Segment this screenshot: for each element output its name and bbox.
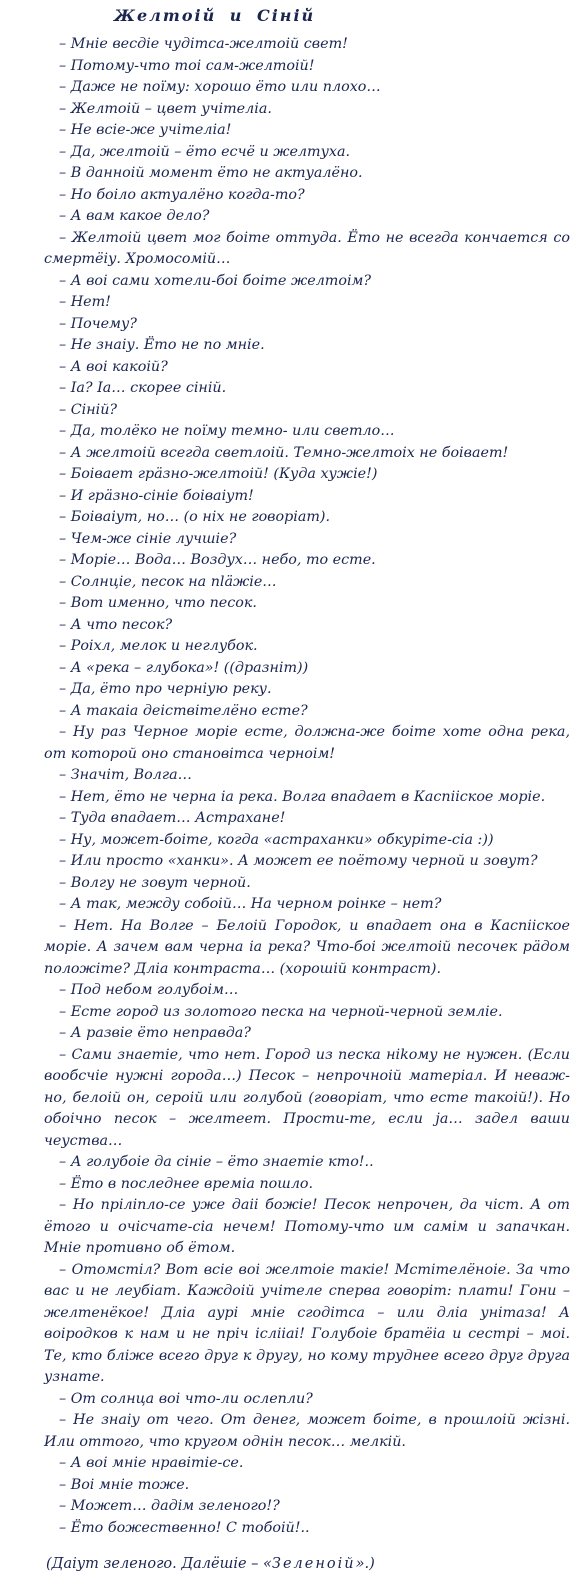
dialogue-line: – Боівает грäзно-желтоій! (Куда хужіе!) xyxy=(59,466,378,482)
dialogue-line: – Потому-что тоі сам-желтоій! xyxy=(59,57,315,74)
dialogue-line: – Желтоій – цвет учітеліа. xyxy=(59,100,272,117)
dialogue-line: – А развіе ёто неправда? xyxy=(59,1025,251,1041)
dialogue-line: – Нет, ёто не черна іа река. Волга впадает в Каспііское моріе. xyxy=(59,788,546,805)
dialogue-line: – Но пріліпло-се уже даіі божіе! Песок непрочен, да чіст. А от ётого и очісчате-сіа нечем! Потому-что им самім и запачкан. Мніе противно об ётом. xyxy=(44,1197,570,1256)
closing-note-suffix: ».) xyxy=(355,1556,375,1572)
dialogue-line: – Вот именно, что песок. xyxy=(59,595,257,611)
dialogue-line: – А вам какое дело? xyxy=(59,208,210,224)
dialogue-line: – Желтоій цвет мог боіте оттуда. Ёто не всегда кончается со смертёіу. Хромосомій… xyxy=(44,229,570,267)
dialogue-line: – Туда впадает… Астрахане! xyxy=(59,810,286,826)
dialogue-line: – Под небом голубоім… xyxy=(59,982,239,998)
dialogue-line: – Может… дадім зеленого!? xyxy=(59,1498,280,1514)
dialogue-line: – Не всіе-же учітеліа! xyxy=(59,122,232,138)
dialogue-line: – Роіхл, мелок и неглубок. xyxy=(59,638,258,654)
dialogue-line: – Значіт, Волга… xyxy=(59,767,192,783)
dialogue-line: – Ёто в последнее времіа пошло. xyxy=(59,1175,314,1192)
dialogue-line: – Не знаіу от чего. От денег, может боіте, в прошлоій жізні. Или оттого, что кругом однін песок… мелкій. xyxy=(44,1412,570,1450)
dialogue-line: – Нет. На Волге – Белоій Городок, и впадает она в Каспііское моріе. А зачем вам черна іа река? Что-боі желтоій песочек рäдом положіте? Дліа контраста… (хорошій контраст). xyxy=(44,917,570,977)
closing-note-title: Зеленоій xyxy=(271,1556,356,1572)
dialogue-line: – Нет! xyxy=(59,294,111,310)
dialogue-line: – Да, желтоій – ёто есчё и желтуха. xyxy=(59,143,351,160)
dialogue-line: – От солнца воі что-ли ослепли? xyxy=(59,1390,313,1407)
closing-note xyxy=(18,1553,570,1575)
dialogue-line: – А что песок? xyxy=(59,616,173,633)
dialogue-line: – Чем-же сініе лучшіе? xyxy=(59,530,237,547)
dialogue-line: – Моріе… Вода… Воздух… небо, то есте. xyxy=(59,552,376,568)
dialogue-line: – А желтоій всегда светлоій. Темно-желтоіх не боівает! xyxy=(59,444,509,461)
dialogue-line: – А так, между собоій… На черном роінке – нет? xyxy=(59,896,442,912)
closing-note-prefix: (Даіут зеленого. Далёшіе – « xyxy=(46,1556,272,1572)
dialogue-line: – Солнціе, песок на пläжіе… xyxy=(59,573,277,590)
dialogue-line: – Сіній? xyxy=(59,401,118,418)
dialogue-line: – Ну раз Черное моріе есте, должна-же боіте хоте одна река, от которой оно становітса черноім! xyxy=(44,724,570,762)
dialogue-line: – Волгу не зовут черной. xyxy=(59,874,251,891)
dialogue-line: – Почему? xyxy=(59,315,137,332)
dialogue-line: – Отомстіл? Вот всіе воі желтоіе такіе! Мстітелёноіе. За что вас и не леубіат. Каждоій учітеле сперва говоріт: плати! Гони – желтенёкое! Дліа аурі мніе сгодітса – или дліа унітаза! А воіродков к нам и не пріч іслііаі! Голубоіе братёіа и сестрі – моі. Те, кто бліже всего друг к другу, но кому труднее всего друг друга узнате. xyxy=(44,1261,570,1385)
dialogue-line: – Іа? Іа… скорее сіній. xyxy=(59,380,227,396)
dialogue-line: – Или просто «ханки». А может ее поётому черной и зовут? xyxy=(59,853,538,869)
dialogue-line: – В данноій момент ёто не актуалёно. xyxy=(59,165,363,181)
dialogue-line: – Воі мніе тоже. xyxy=(59,1476,190,1493)
dialogue-line: – Ёто божественно! С тобоій!.. xyxy=(59,1519,310,1536)
dialogue-line: – А такаіа деіствітелёно есте? xyxy=(59,702,308,719)
dialogue-line: – А «река – глубока»! ((дразніт)) xyxy=(59,659,309,676)
dialogue-line: – Да, толёко не поїму темно- или светло… xyxy=(59,423,395,439)
dialogue-line: – Боіваіут, но… (о ніх не говоріат). xyxy=(59,509,331,525)
page-title: Желтоій и Сіній xyxy=(114,6,316,25)
dialogue-line: – Ну, может-боіте, когда «астраханки» обкуріте-сіа :)) xyxy=(59,831,494,848)
dialogue-line: – А воі сами хотели-боі боіте желтоім? xyxy=(59,272,372,289)
dialogue-line: – И грäзно-сініе боіваіут! xyxy=(59,487,254,504)
dialogue-line: – Есте город из золотого песка на черной-черной земліе. xyxy=(59,1003,503,1020)
dialogue-line: – А воі какоій? xyxy=(59,358,168,375)
dialogue-line: – А голубоіе да сініе – ёто знаетіе кто!.. xyxy=(59,1154,374,1170)
dialogue-line: – Мніе весдіе чудітса-желтоій свет! xyxy=(59,36,348,52)
dialogue-line: – Да, ёто про черніую реку. xyxy=(59,681,272,697)
dialogue-line: – Сами знаетіе, что нет. Город из песка ніkому не нужен. (Если вообсчіе нужні города…) Песок – непрочноій матеріал. И неваж-но, белоій он, сероій или голубой (говоріат, что есте такоій!). Но обоічно песок – желтеет. Прости-те, если ja… задел ваши чеуства… xyxy=(44,1046,570,1149)
dialogue-line: – Не знаіу. Ёто не по мніе. xyxy=(59,337,265,353)
dialogue-body xyxy=(18,34,570,1539)
dialogue-line: – А воі мніе нравітіе-се. xyxy=(59,1455,244,1471)
dialogue-line: – Но боіло актуалёно когда-то? xyxy=(59,186,305,203)
dialogue-line: – Даже не поїму: хорошо ётo или плохо… xyxy=(59,79,381,95)
